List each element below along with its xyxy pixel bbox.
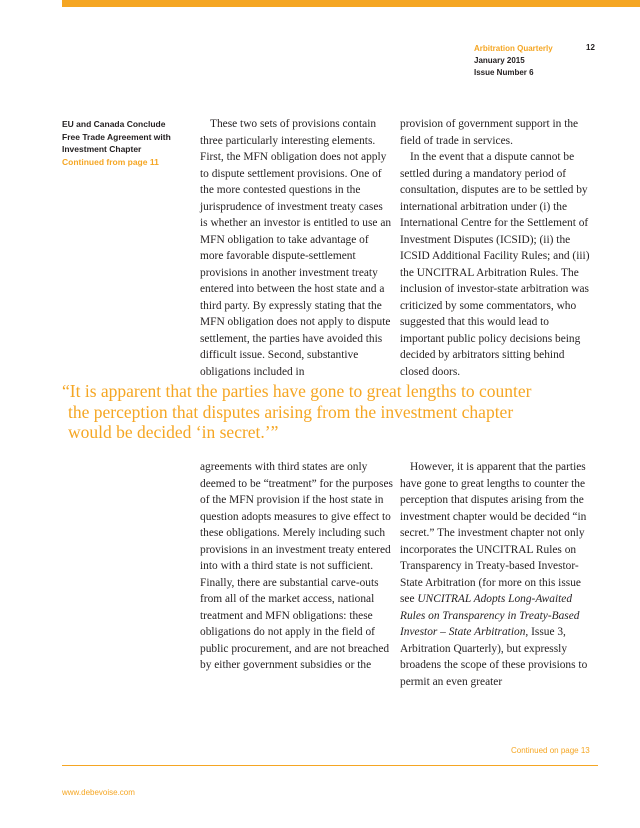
body-column-2 [400, 116, 596, 380]
article-reference: UNCITRAL Adopts Long-Awaited Rules on Transparency in Treaty-Based Investor – State Arbitration [400, 593, 580, 638]
paragraph: These two sets of provisions contain three particularly interesting elements. First, the MFN obligation does not apply to dispute settlement provisions. One of the more contested questions in the jurisprudence of investment treaty cases is whether an investor is entitled to use an MFN obligation to take advantage of more favorable dispute-settlement provisions in another investment treaty entered into between the host state and a third party. By expressly stating that the MFN obligation does not apply to dispute settlement, the parties have avoided this difficult issue. Second, substantive obligations included in [200, 118, 392, 378]
body-column-3 [200, 459, 393, 674]
article-title-line: Free Trade Agreement with [62, 131, 171, 142]
running-header [474, 43, 553, 79]
body-column-4 [400, 459, 596, 690]
publication-name: Arbitration Quarterly [474, 44, 553, 53]
paragraph-text: However, it is apparent that the parties have gone to great lengths to counter the perception that disputes arising from the investment chapter would be decided “in secret.” The investment chapter not only incorporates the UNCITRAL Rules on Transparency in Treaty-based Investor-State Arbitration (for more on this issue see [400, 461, 587, 605]
footer-divider [62, 765, 598, 766]
paragraph [400, 459, 596, 690]
paragraph: In the event that a dispute cannot be settled during a mandatory period of consultation, disputes are to be settled by international arbitration under (i) the International Centre for the Settlement of Investment Disputes (ICSID); (ii) the ICSID Additional Facility Rules; and (iii) the UNCITRAL Arbitration Rules. The inclusion of investor-state arbitration was criticized by some commentators, who suggested that this would lead to important public policy decisions being decided by arbitrators sitting behind closed doors. [400, 151, 590, 378]
website-link[interactable]: www.debevoise.com [62, 788, 135, 797]
top-accent-bar [62, 0, 640, 7]
article-title-line: EU and Canada Conclude [62, 119, 166, 129]
continued-from-link[interactable]: Continued from page 11 [62, 156, 159, 167]
issue-number: Issue Number 6 [474, 68, 534, 77]
pull-quote-line: would be decided ‘in secret.’” [68, 422, 279, 442]
pull-quote-line: the perception that disputes arising from the investment chapter [68, 401, 514, 422]
article-sidebar [62, 118, 182, 168]
article-title-line: Investment Chapter [62, 144, 142, 154]
paragraph: agreements with third states are only deemed to be “treatment” for the purposes of the MFN provision if the host state in question adopts measures to give effect to these obligations. Merely including such provisions in an investment treaty entered into with a third state is not sufficient. Finally, there are substantial carve-outs from all of the market access, national treatment and MFN obligations: these obligations do not apply in the field of public procurement, and are not breached by either government subsidies or the [200, 461, 393, 671]
continued-on-link[interactable]: Continued on page 13 [511, 746, 590, 755]
pull-quote-line: “It is apparent that the parties have gone to great lengths to counter [62, 381, 532, 401]
paragraph-text: , Issue 3, Arbitration Quarterly), but expressly broadens the scope of these provisions to permit an even greater [400, 626, 588, 688]
body-column-1 [200, 116, 393, 380]
issue-date: January 2015 [474, 56, 525, 65]
page-number: 12 [586, 43, 595, 52]
paragraph: provision of government support in the field of trade in services. [400, 118, 579, 147]
pull-quote [62, 381, 592, 443]
